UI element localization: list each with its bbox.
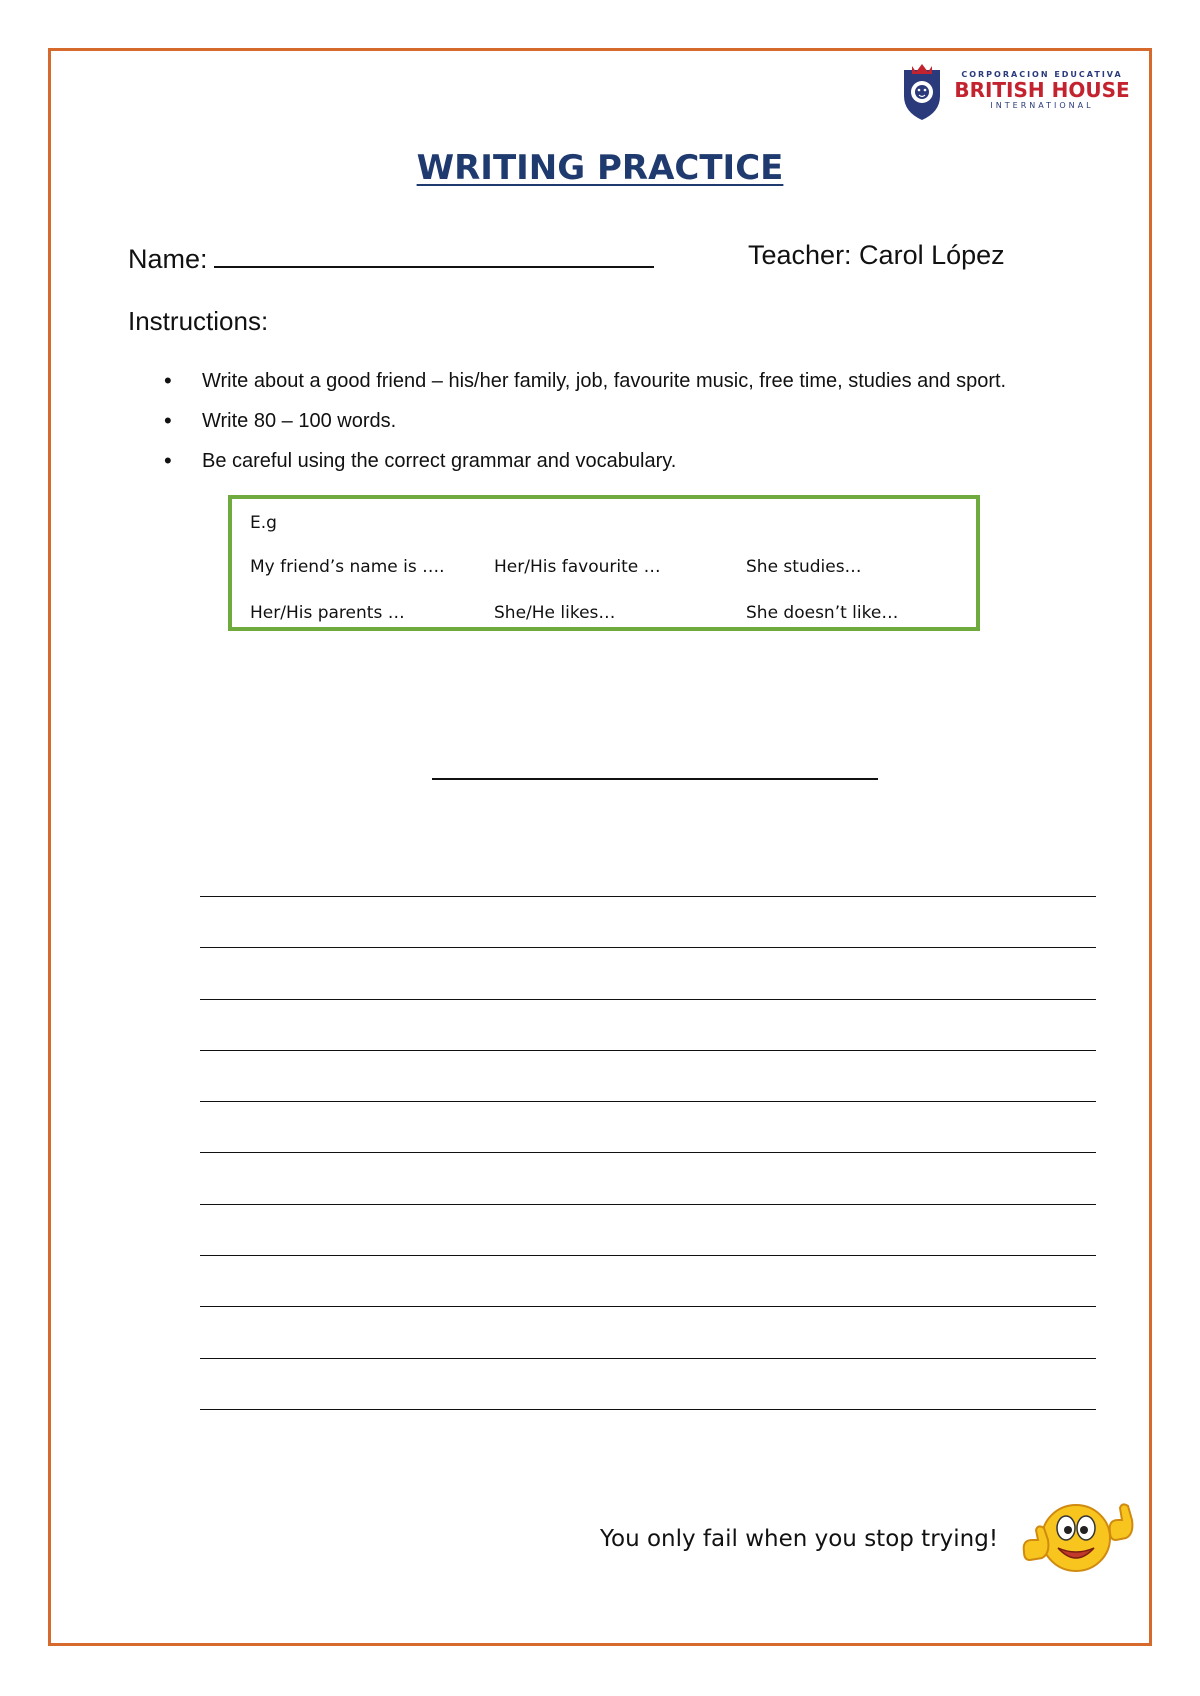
name-blank-line[interactable] xyxy=(214,240,654,268)
writing-line[interactable] xyxy=(200,1306,1096,1307)
example-box xyxy=(228,495,980,631)
example-phrase: My friend’s name is …. xyxy=(250,557,445,577)
instructions-heading: Instructions: xyxy=(128,306,269,336)
writing-line[interactable] xyxy=(200,1255,1096,1256)
example-phrase: She studies… xyxy=(746,557,862,577)
example-heading: E.g xyxy=(250,513,277,533)
name-label: Name: xyxy=(128,244,208,274)
teacher-label: Teacher: Carol López xyxy=(748,240,1005,270)
list-item: • Write 80 – 100 words. xyxy=(160,410,1006,450)
name-field xyxy=(128,240,654,275)
writing-line[interactable] xyxy=(200,1050,1096,1051)
page-title: WRITING PRACTICE xyxy=(416,148,784,188)
writing-line[interactable] xyxy=(200,1101,1096,1102)
title-blank-line[interactable] xyxy=(432,778,878,780)
example-phrase: She/He likes… xyxy=(494,603,616,623)
instructions-list xyxy=(160,370,1006,490)
logo-main-text: BRITISH HOUSE xyxy=(954,78,1130,102)
school-logo xyxy=(890,62,1130,124)
lion-crest-icon xyxy=(898,62,946,122)
list-item: • Write about a good friend – his/her family, job, favourite music, free time, studies and sport. xyxy=(160,370,1006,410)
writing-line[interactable] xyxy=(200,999,1096,1000)
thumbs-up-smiley-icon xyxy=(1018,1490,1134,1580)
writing-line[interactable] xyxy=(200,1152,1096,1153)
page-border xyxy=(48,48,1152,1646)
motto-text: You only fail when you stop trying! xyxy=(600,1526,999,1552)
example-phrase: Her/His favourite … xyxy=(494,557,661,577)
list-item: • Be careful using the correct grammar and vocabulary. xyxy=(160,450,1006,490)
logo-sub-text: INTERNATIONAL xyxy=(990,101,1094,110)
writing-line[interactable] xyxy=(200,947,1096,948)
writing-line[interactable] xyxy=(200,1358,1096,1359)
writing-line[interactable] xyxy=(200,1204,1096,1205)
writing-line[interactable] xyxy=(200,896,1096,897)
example-phrase: She doesn’t like… xyxy=(746,603,899,623)
example-phrase: Her/His parents … xyxy=(250,603,405,623)
logo-top-text: CORPORACION EDUCATIVA xyxy=(961,70,1123,79)
writing-line[interactable] xyxy=(200,1409,1096,1410)
